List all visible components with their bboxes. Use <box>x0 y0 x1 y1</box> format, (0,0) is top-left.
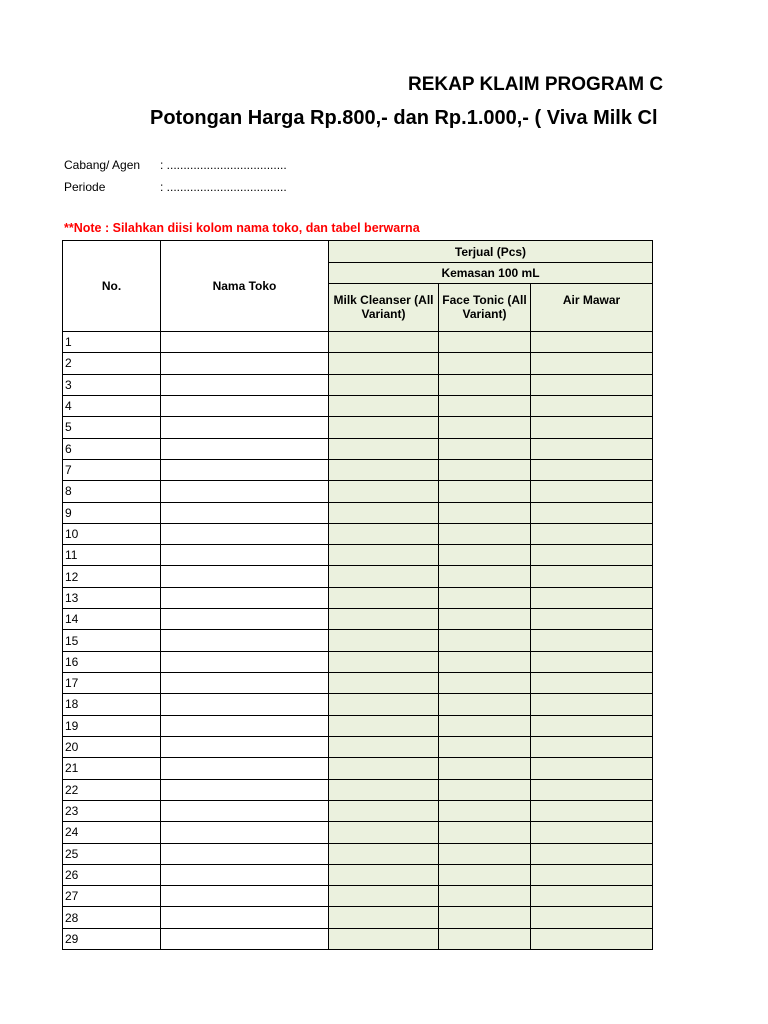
table-row <box>63 843 653 864</box>
air-mawar-qty-cell[interactable] <box>531 886 653 907</box>
face-tonic-qty-cell[interactable] <box>439 502 531 523</box>
store-name-cell[interactable] <box>161 673 329 694</box>
face-tonic-qty-cell[interactable] <box>439 907 531 928</box>
air-mawar-qty-cell[interactable] <box>531 395 653 416</box>
face-tonic-qty-cell[interactable] <box>439 843 531 864</box>
row-number-cell: 14 <box>63 609 161 630</box>
face-tonic-qty-cell[interactable] <box>439 779 531 800</box>
row-number-cell: 28 <box>63 907 161 928</box>
air-mawar-qty-cell[interactable] <box>531 864 653 885</box>
row-number-cell: 9 <box>63 502 161 523</box>
air-mawar-qty-cell[interactable] <box>531 459 653 480</box>
column-header-store-name: Nama Toko <box>161 241 329 332</box>
face-tonic-qty-cell[interactable] <box>439 459 531 480</box>
table-row <box>63 395 653 416</box>
column-header-face-tonic <box>439 284 531 332</box>
row-number-cell: 12 <box>63 566 161 587</box>
face-tonic-qty-cell[interactable] <box>439 800 531 821</box>
column-group-package-100ml: Kemasan 100 mL <box>329 263 653 284</box>
table-row <box>63 822 653 843</box>
milk-cleanser-qty-cell[interactable] <box>329 843 439 864</box>
table-row <box>63 758 653 779</box>
face-tonic-qty-cell[interactable] <box>439 395 531 416</box>
face-tonic-qty-cell[interactable] <box>439 523 531 544</box>
air-mawar-qty-cell[interactable] <box>531 651 653 672</box>
air-mawar-qty-cell[interactable] <box>531 779 653 800</box>
row-number-cell: 10 <box>63 523 161 544</box>
store-name-cell[interactable] <box>161 353 329 374</box>
milk-cleanser-line1: Milk Cleanser (All <box>333 293 434 307</box>
table-row <box>63 651 653 672</box>
face-tonic-qty-cell[interactable] <box>439 736 531 757</box>
store-name-cell[interactable] <box>161 758 329 779</box>
table-row <box>63 587 653 608</box>
store-name-cell[interactable] <box>161 417 329 438</box>
store-name-cell[interactable] <box>161 523 329 544</box>
claim-table <box>62 240 653 950</box>
milk-cleanser-qty-cell[interactable] <box>329 438 439 459</box>
milk-cleanser-qty-cell[interactable] <box>329 587 439 608</box>
row-number-cell: 11 <box>63 545 161 566</box>
store-name-cell[interactable] <box>161 864 329 885</box>
table-row <box>63 459 653 480</box>
row-number-cell: 6 <box>63 438 161 459</box>
milk-cleanser-qty-cell[interactable] <box>329 459 439 480</box>
table-row <box>63 907 653 928</box>
table-row <box>63 438 653 459</box>
air-mawar-qty-cell[interactable] <box>531 843 653 864</box>
table-row <box>63 332 653 353</box>
table-row <box>63 481 653 502</box>
row-number-cell: 2 <box>63 353 161 374</box>
air-mawar-qty-cell[interactable] <box>531 545 653 566</box>
air-mawar-qty-cell[interactable] <box>531 715 653 736</box>
milk-cleanser-qty-cell[interactable] <box>329 566 439 587</box>
row-number-cell: 5 <box>63 417 161 438</box>
table-row <box>63 864 653 885</box>
row-number-cell: 23 <box>63 800 161 821</box>
milk-cleanser-qty-cell[interactable] <box>329 758 439 779</box>
milk-cleanser-qty-cell[interactable] <box>329 630 439 651</box>
face-tonic-qty-cell[interactable] <box>439 609 531 630</box>
store-name-cell[interactable] <box>161 651 329 672</box>
air-mawar-qty-cell[interactable] <box>531 928 653 949</box>
air-mawar-qty-cell[interactable] <box>531 417 653 438</box>
report-subtitle: Potongan Harga Rp.800,- dan Rp.1.000,- ( Viva Milk Cl <box>150 107 658 129</box>
table-row <box>63 417 653 438</box>
face-tonic-qty-cell[interactable] <box>439 587 531 608</box>
milk-cleanser-qty-cell[interactable] <box>329 374 439 395</box>
face-tonic-qty-cell[interactable] <box>439 630 531 651</box>
row-number-cell: 17 <box>63 673 161 694</box>
branch-label: Cabang/ Agen <box>64 158 141 172</box>
report-title: REKAP KLAIM PROGRAM C <box>408 74 664 95</box>
milk-cleanser-qty-cell[interactable] <box>329 928 439 949</box>
air-mawar-qty-cell[interactable] <box>531 822 653 843</box>
row-number-cell: 4 <box>63 395 161 416</box>
store-name-cell[interactable] <box>161 481 329 502</box>
air-mawar-qty-cell[interactable] <box>531 673 653 694</box>
milk-cleanser-line2: Variant) <box>361 307 406 321</box>
table-row <box>63 779 653 800</box>
air-mawar-qty-cell[interactable] <box>531 502 653 523</box>
air-mawar-qty-cell[interactable] <box>531 800 653 821</box>
milk-cleanser-qty-cell[interactable] <box>329 502 439 523</box>
milk-cleanser-qty-cell[interactable] <box>329 673 439 694</box>
milk-cleanser-qty-cell[interactable] <box>329 715 439 736</box>
face-tonic-line1: Face Tonic (All <box>442 293 527 307</box>
air-mawar-qty-cell[interactable] <box>531 523 653 544</box>
period-value[interactable]: : .................................... <box>160 180 287 194</box>
milk-cleanser-qty-cell[interactable] <box>329 353 439 374</box>
table-row <box>63 715 653 736</box>
face-tonic-qty-cell[interactable] <box>439 928 531 949</box>
milk-cleanser-qty-cell[interactable] <box>329 779 439 800</box>
table-row <box>63 673 653 694</box>
row-number-cell: 29 <box>63 928 161 949</box>
air-mawar-qty-cell[interactable] <box>531 694 653 715</box>
store-name-cell[interactable] <box>161 822 329 843</box>
air-mawar-qty-cell[interactable] <box>531 353 653 374</box>
face-tonic-qty-cell[interactable] <box>439 566 531 587</box>
column-header-air-mawar <box>531 284 653 332</box>
store-name-cell[interactable] <box>161 395 329 416</box>
row-number-cell: 13 <box>63 587 161 608</box>
table-row <box>63 374 653 395</box>
face-tonic-qty-cell[interactable] <box>439 651 531 672</box>
column-header-no: No. <box>63 241 161 332</box>
milk-cleanser-qty-cell[interactable] <box>329 822 439 843</box>
row-number-cell: 27 <box>63 886 161 907</box>
milk-cleanser-qty-cell[interactable] <box>329 694 439 715</box>
row-number-cell: 18 <box>63 694 161 715</box>
store-name-cell[interactable] <box>161 907 329 928</box>
row-number-cell: 26 <box>63 864 161 885</box>
period-label: Periode <box>64 180 106 194</box>
face-tonic-line2: Variant) <box>462 307 507 321</box>
store-name-cell[interactable] <box>161 630 329 651</box>
milk-cleanser-qty-cell[interactable] <box>329 800 439 821</box>
table-row <box>63 928 653 949</box>
face-tonic-qty-cell[interactable] <box>439 715 531 736</box>
table-row <box>63 886 653 907</box>
air-mawar-label: Air Mawar <box>562 293 621 307</box>
fill-instruction-note: **Note : Silahkan diisi kolom nama toko, dan tabel berwarna <box>64 221 420 235</box>
milk-cleanser-qty-cell[interactable] <box>329 332 439 353</box>
face-tonic-qty-cell[interactable] <box>439 353 531 374</box>
air-mawar-qty-cell[interactable] <box>531 438 653 459</box>
row-number-cell: 24 <box>63 822 161 843</box>
milk-cleanser-qty-cell[interactable] <box>329 395 439 416</box>
face-tonic-qty-cell[interactable] <box>439 374 531 395</box>
store-name-cell[interactable] <box>161 886 329 907</box>
store-name-cell[interactable] <box>161 438 329 459</box>
row-number-cell: 3 <box>63 374 161 395</box>
row-number-cell: 25 <box>63 843 161 864</box>
table-row <box>63 800 653 821</box>
row-number-cell: 1 <box>63 332 161 353</box>
face-tonic-qty-cell[interactable] <box>439 886 531 907</box>
store-name-cell[interactable] <box>161 609 329 630</box>
table-row <box>63 736 653 757</box>
air-mawar-qty-cell[interactable] <box>531 587 653 608</box>
air-mawar-qty-cell[interactable] <box>531 332 653 353</box>
air-mawar-qty-cell[interactable] <box>531 609 653 630</box>
table-row <box>63 609 653 630</box>
air-mawar-qty-cell[interactable] <box>531 736 653 757</box>
store-name-cell[interactable] <box>161 566 329 587</box>
row-number-cell: 22 <box>63 779 161 800</box>
face-tonic-qty-cell[interactable] <box>439 822 531 843</box>
face-tonic-qty-cell[interactable] <box>439 864 531 885</box>
row-number-cell: 15 <box>63 630 161 651</box>
column-group-sold-pcs: Terjual (Pcs) <box>329 241 653 263</box>
store-name-cell[interactable] <box>161 736 329 757</box>
face-tonic-qty-cell[interactable] <box>439 758 531 779</box>
air-mawar-qty-cell[interactable] <box>531 481 653 502</box>
row-number-cell: 19 <box>63 715 161 736</box>
air-mawar-qty-cell[interactable] <box>531 758 653 779</box>
store-name-cell[interactable] <box>161 332 329 353</box>
face-tonic-qty-cell[interactable] <box>439 417 531 438</box>
row-number-cell: 21 <box>63 758 161 779</box>
column-header-milk-cleanser <box>329 284 439 332</box>
face-tonic-qty-cell[interactable] <box>439 332 531 353</box>
milk-cleanser-qty-cell[interactable] <box>329 481 439 502</box>
milk-cleanser-qty-cell[interactable] <box>329 864 439 885</box>
table-row <box>63 630 653 651</box>
store-name-cell[interactable] <box>161 502 329 523</box>
table-row <box>63 566 653 587</box>
milk-cleanser-qty-cell[interactable] <box>329 417 439 438</box>
milk-cleanser-qty-cell[interactable] <box>329 545 439 566</box>
store-name-cell[interactable] <box>161 694 329 715</box>
table-row <box>63 353 653 374</box>
table-row <box>63 694 653 715</box>
store-name-cell[interactable] <box>161 459 329 480</box>
face-tonic-qty-cell[interactable] <box>439 694 531 715</box>
row-number-cell: 8 <box>63 481 161 502</box>
milk-cleanser-qty-cell[interactable] <box>329 907 439 928</box>
store-name-cell[interactable] <box>161 374 329 395</box>
milk-cleanser-qty-cell[interactable] <box>329 651 439 672</box>
store-name-cell[interactable] <box>161 587 329 608</box>
row-number-cell: 7 <box>63 459 161 480</box>
face-tonic-qty-cell[interactable] <box>439 545 531 566</box>
air-mawar-qty-cell[interactable] <box>531 374 653 395</box>
air-mawar-qty-cell[interactable] <box>531 566 653 587</box>
table-row <box>63 502 653 523</box>
store-name-cell[interactable] <box>161 545 329 566</box>
face-tonic-qty-cell[interactable] <box>439 481 531 502</box>
row-number-cell: 16 <box>63 651 161 672</box>
table-row <box>63 545 653 566</box>
face-tonic-qty-cell[interactable] <box>439 673 531 694</box>
milk-cleanser-qty-cell[interactable] <box>329 886 439 907</box>
store-name-cell[interactable] <box>161 843 329 864</box>
branch-value[interactable]: : .................................... <box>160 158 287 172</box>
face-tonic-qty-cell[interactable] <box>439 438 531 459</box>
milk-cleanser-qty-cell[interactable] <box>329 609 439 630</box>
row-number-cell: 20 <box>63 736 161 757</box>
air-mawar-qty-cell[interactable] <box>531 630 653 651</box>
air-mawar-qty-cell[interactable] <box>531 907 653 928</box>
milk-cleanser-qty-cell[interactable] <box>329 736 439 757</box>
store-name-cell[interactable] <box>161 779 329 800</box>
store-name-cell[interactable] <box>161 715 329 736</box>
store-name-cell[interactable] <box>161 800 329 821</box>
store-name-cell[interactable] <box>161 928 329 949</box>
table-row <box>63 523 653 544</box>
milk-cleanser-qty-cell[interactable] <box>329 523 439 544</box>
